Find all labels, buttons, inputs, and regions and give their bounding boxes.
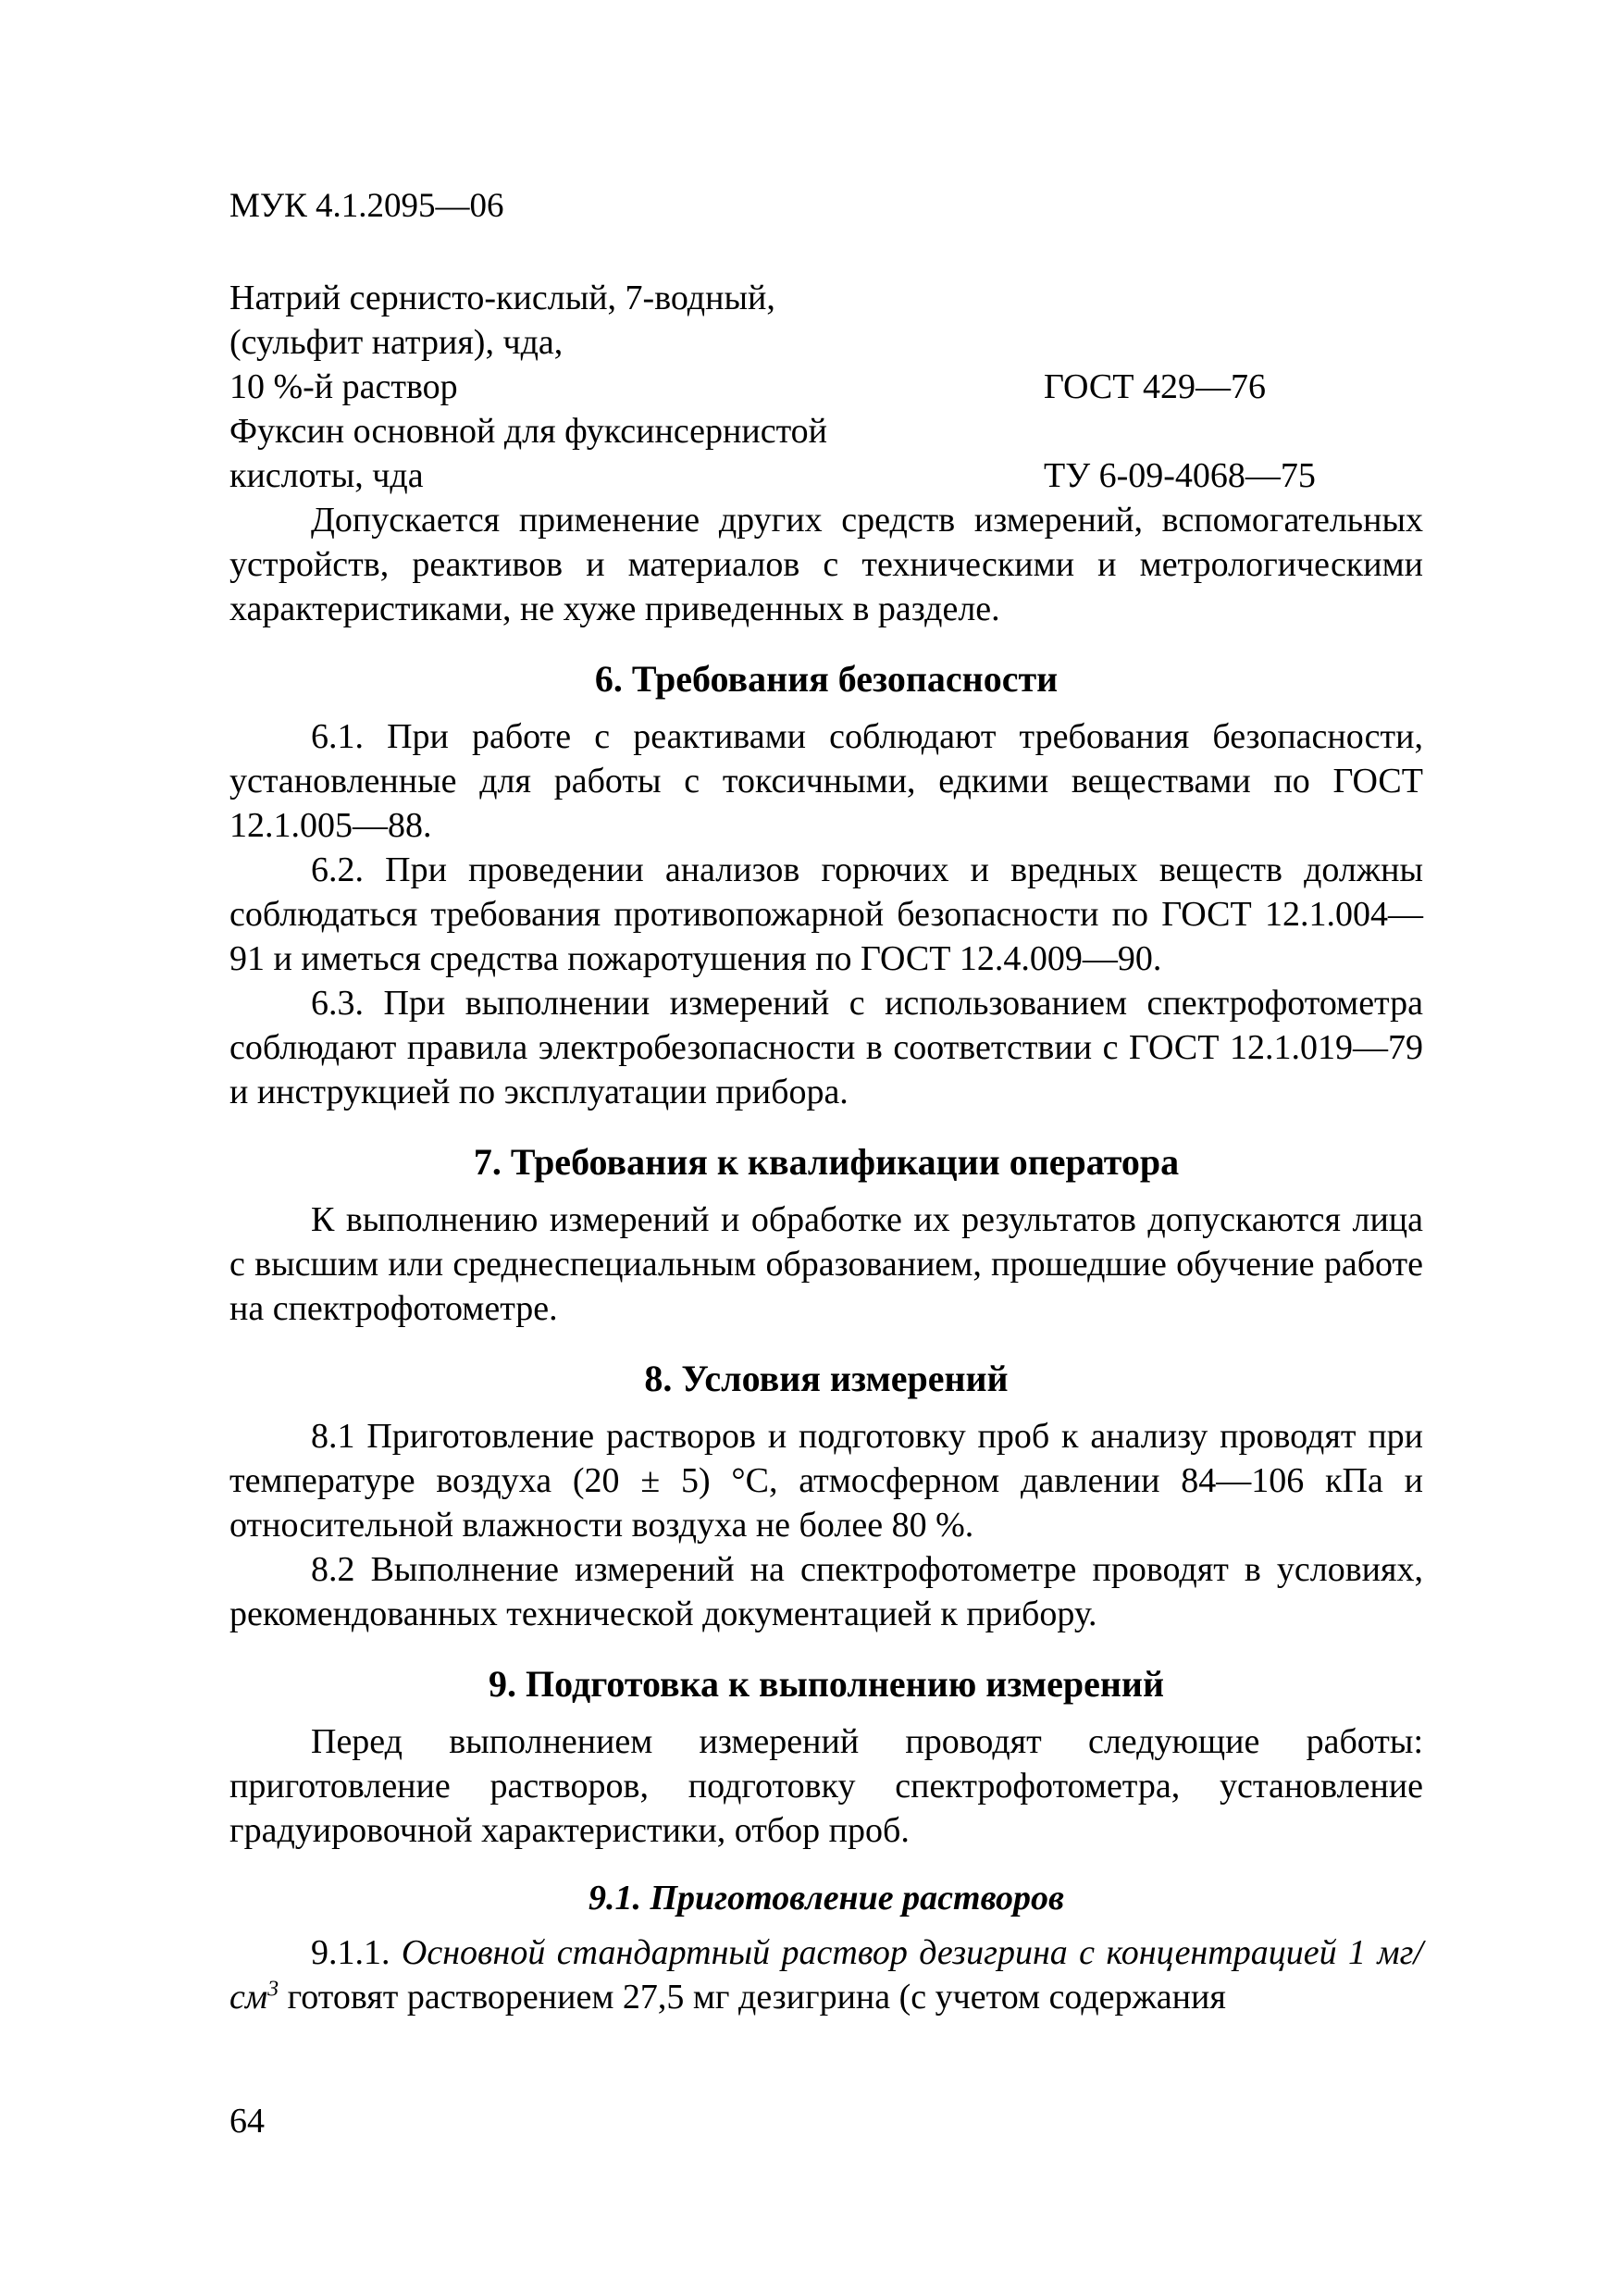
section-6-paragraph-2: 6.2. При проведении анализов горючих и вредных веществ должны соблюдаться требования противопожарной безопасности по ГОСТ 12.1.004—91 и иметься средства пожаротушения по ГОСТ 12.4.009—90.	[229, 850, 1423, 978]
section-9-title: 9. Подготовка к выполнению измерений	[489, 1663, 1164, 1705]
section-8-paragraph-1: 8.1 Приготовление растворов и подготовку проб к анализу проводят при температуре воздуха (20 ± 5) °С, атмосферном давлении 84—106 кПа и относительной влажности воздуха не более 80 %.	[229, 1417, 1423, 1545]
reagent-fuchsin-standard: ТУ 6-09-4068—75	[1044, 456, 1316, 495]
section-7-paragraph-1: К выполнению измерений и обработке их результатов допускаются лица с высшим или среднеспециальным образованием, прошедшие обучение работе на спектрофотометре.	[229, 1200, 1423, 1328]
page-body	[229, 276, 1423, 2019]
reagent-sodium-sulfite-standard: ГОСТ 429—76	[1044, 367, 1266, 406]
reagent-sodium-sulfite-line3: 10 %-й раствор	[229, 367, 458, 406]
reagent-fuchsin-line1: Фуксин основной для фуксинсернистой	[229, 412, 828, 451]
subsection-9-1-title: 9.1. Приготовление растворов	[588, 1879, 1065, 1917]
paragraph-9-1-1	[229, 1930, 1423, 2019]
reagent-sodium-sulfite-line1: Натрий сернисто-кислый, 7-водный,	[229, 279, 775, 317]
section-8-title: 8. Условия измерений	[644, 1358, 1009, 1399]
reagent-sodium-sulfite-line2: (сульфит натрия), чда,	[229, 323, 564, 362]
reagent-fuchsin-line2: кислоты, чда	[229, 456, 424, 495]
section-7-title: 7. Требования к квалификации оператора	[473, 1141, 1180, 1183]
paragraph-9-1-1-number: 9.1.1.	[311, 1933, 402, 1972]
reagent-sodium-sulfite-row	[229, 365, 1423, 409]
substitution-note: Допускается применение других средств измерений, вспомогательных устройств, реактивов и материалов с техническими и метрологическими характеристиками, не хуже приведенных в разделе.	[229, 501, 1423, 628]
section-6-title: 6. Требования безопасности	[594, 658, 1059, 700]
section-9-paragraph-1: Перед выполнением измерений проводят следующие работы: приготовление растворов, подготовку спектрофотометра, установление градуировочной характеристики, отбор проб.	[229, 1722, 1423, 1850]
document-code-header: МУК 4.1.2095—06	[229, 187, 504, 225]
reagent-fuchsin-row	[229, 453, 1423, 498]
section-6-paragraph-3: 6.3. При выполнении измерений с использованием спектрофотометра соблюдают правила электробезопасности в соответствии с ГОСТ 12.1.019—79 и инструкцией по эксплуатации прибора.	[229, 984, 1423, 1111]
section-6-paragraph-1: 6.1. При работе с реактивами соблюдают требования безопасности, установленные для работы с токсичными, едкими веществами по ГОСТ 12.1.005—88.	[229, 717, 1423, 845]
paragraph-9-1-1-italic-lead: Основной стандартный раствор дезигрина с концентрацией 1 мг/см	[229, 1933, 1424, 2017]
section-8-paragraph-2: 8.2 Выполнение измерений на спектрофотометре проводят в условиях, рекомендованных технической документацией к прибору.	[229, 1550, 1423, 1633]
paragraph-9-1-1-rest: готовят растворением 27,5 мг дезигрина (с учетом содержания	[279, 1978, 1226, 2017]
paragraph-9-1-1-superscript: 3	[267, 1977, 279, 2002]
page-number: 64	[229, 2102, 265, 2141]
